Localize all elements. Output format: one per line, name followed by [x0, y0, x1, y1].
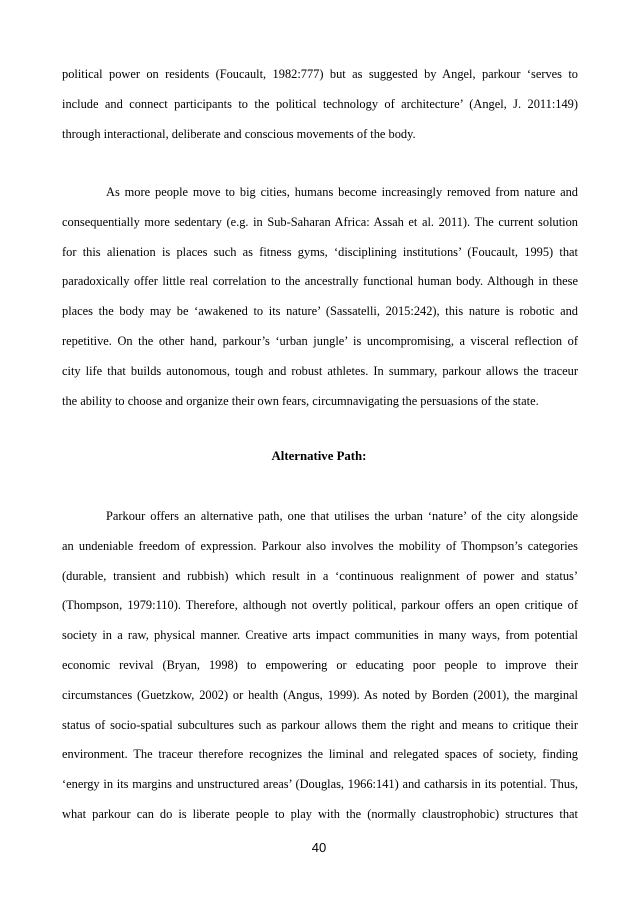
text-line: an undeniable freedom of expression. Parkour also involves the mobility of Thompson’s categories — [62, 538, 578, 553]
text-line: include and connect participants to the political technology of architecture’ (Angel, J. 2011:149) — [62, 96, 578, 111]
text-line: city life that builds autonomous, tough and robust athletes. In summary, parkour allows the traceur — [62, 363, 578, 378]
text-line: for this alienation is places such as fitness gyms, ‘disciplining institutions’ (Foucault, 1995) that — [62, 244, 578, 259]
text-line: As more people move to big cities, humans become increasingly removed from nature and — [106, 185, 578, 199]
text-line: what parkour can do is liberate people to play with the (normally claustrophobic) structures that — [62, 806, 578, 821]
text-line: through interactional, deliberate and conscious movements of the body. — [62, 126, 416, 141]
section-heading: Alternative Path: — [271, 449, 367, 463]
text-line: status of socio-spatial subcultures such as parkour allows them the right and means to critique their — [62, 717, 578, 732]
text-line: Parkour offers an alternative path, one that utilises the urban ‘nature’ of the city alongside — [106, 509, 578, 523]
text-line: economic revival (Bryan, 1998) to empowering or educating poor people to improve their — [62, 657, 578, 672]
paragraph-3 — [62, 502, 578, 830]
text-line: repetitive. On the other hand, parkour’s ‘urban jungle’ is uncompromising, a visceral reflection of — [62, 333, 578, 348]
text-line: paradoxically offer little real correlation to the ancestrally functional human body. Although in these — [62, 274, 578, 289]
text-line: the ability to choose and organize their own fears, circumnavigating the persuasions of the state. — [62, 393, 539, 408]
text-line: consequentially more sedentary (e.g. in Sub-Saharan Africa: Assah et al. 2011). The current solution — [62, 214, 578, 229]
text-line: environment. The traceur therefore recognizes the liminal and relegated spaces of society, finding — [62, 747, 578, 762]
text-line: ‘energy in its margins and unstructured areas’ (Douglas, 1966:141) and catharsis in its potential. Thus, — [62, 777, 578, 792]
text-line: (durable, transient and rubbish) which result in a ‘continuous realignment of power and status’ — [62, 568, 578, 583]
text-line: political power on residents (Foucault, 1982:777) but as suggested by Angel, parkour ‘serves to — [62, 67, 578, 81]
text-line: circumstances (Guetzkow, 2002) or health (Angus, 1999). As noted by Borden (2001), the marginal — [62, 687, 578, 702]
paragraph-1 — [62, 60, 578, 149]
text-line: places the body may be ‘awakened to its nature’ (Sassatelli, 2015:242), this nature is robotic and — [62, 304, 578, 319]
text-line: (Thompson, 1979:110). Therefore, although not overtly political, parkour offers an open critique of — [62, 598, 578, 613]
paragraph-2 — [62, 178, 578, 416]
text-line: society in a raw, physical manner. Creative arts impact communities in many ways, from potential — [62, 628, 578, 643]
page-number: 40 — [311, 840, 327, 855]
